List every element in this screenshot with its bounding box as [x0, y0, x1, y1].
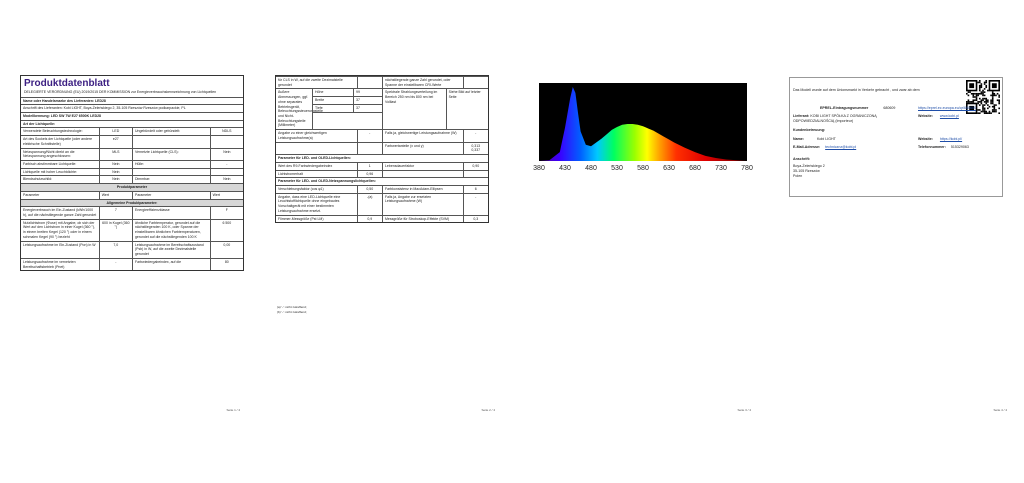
dimension-row	[313, 97, 382, 105]
email-link[interactable]: technicznz@kobi.pl	[825, 145, 857, 149]
page-1	[10, 67, 254, 412]
table-row	[276, 215, 488, 223]
table-cell: 0,00	[210, 242, 243, 258]
table-cell: Lebensdauerfaktor	[382, 163, 463, 170]
table-row	[21, 219, 243, 241]
email-label: E-Mail-Adresse:	[793, 145, 821, 149]
table-cell: Nein	[210, 176, 243, 183]
table-row	[21, 258, 243, 270]
address-line: 35-105 Rzeszów	[793, 169, 820, 174]
table-row	[21, 148, 243, 160]
supplier-label: Lieferant:	[793, 114, 810, 118]
mid-rows	[276, 129, 488, 154]
table-cell: -	[463, 194, 488, 215]
table-cell: Nutzlichtstrom (Φuse) mit Angabe, ob sich der Wert auf den Lichtstrom in einer Kugel (360 °), in einem breiten Kegel (120 °) oder in einem schmalen Kegel (90 °) bezieht	[23, 220, 95, 239]
mains-rows	[276, 185, 488, 222]
table-cell: 1	[357, 163, 382, 170]
general-header	[21, 199, 243, 207]
top-rows	[276, 76, 488, 88]
param-columns	[21, 191, 243, 199]
spectrum-label: Spektrale Strahlungsverteilung im Bereich 250 nm bis 800 nm bei Volllast	[382, 89, 446, 129]
table-row	[276, 129, 488, 141]
address-line: Boya-Żeleńskiego 2	[793, 164, 825, 168]
supplier-label: Name oder Handelsmarke des Lieferanten: LED28	[23, 98, 106, 103]
table-cell: Energieverbrauch im Ein-Zustand (kWh/1000 h), auf die nächstliegende ganze Zahl gerundet	[23, 208, 97, 218]
col-value: Wert	[99, 192, 132, 199]
table-cell: 0,50	[357, 186, 382, 193]
table-cell: Falls ja, Angabe zur ersetzten Leistungsaufnahme (W)	[382, 194, 463, 215]
page-4	[777, 67, 1021, 412]
type-label: Art der Lichtquelle:	[23, 121, 56, 126]
table-cell: MLS	[99, 149, 132, 160]
x-tick-label: 680	[689, 165, 701, 172]
table-cell: Leistungsaufnahme im Bereitschaftszustand (Psb) in W, auf die zweite Dezimalstelle gerundet	[132, 242, 210, 258]
table-cell: -(a)	[357, 194, 382, 215]
datasheet-table-2	[275, 75, 489, 223]
table-cell: NDLS	[210, 128, 243, 135]
table-cell: für CLS in W, auf die zweite Dezimalstelle gerundet	[278, 78, 343, 87]
table-cell: Energieeffizienzklasse	[132, 207, 210, 218]
footnote-b: (b) '-': nicht zutreffend;	[277, 309, 307, 314]
table-cell: Wert des R9-Farbwiedergabeindex	[278, 163, 333, 168]
market-note: Das Modell wurde auf dem Unionsmarkt in Verkehr gebracht , und zwar ab dem	[793, 88, 920, 92]
table-cell: Leistungsaufnahme im Ein-Zustand (Pon) in W	[23, 242, 96, 247]
address-line: Polen	[793, 174, 803, 179]
supplier-value: KOBI LIGHT SPÓŁKA Z OGRANICZONĄ ODPOWIEDZIALNOŚCIĄ (Importeur)	[793, 114, 877, 124]
mains-header	[276, 177, 488, 185]
page-2	[265, 67, 509, 412]
col-parameter-2: Parameter	[132, 192, 210, 199]
name-label: Name:	[793, 137, 804, 141]
table-cell: Farbwiedergabeindex, auf die	[132, 259, 210, 270]
eprel-value: 680609	[883, 106, 896, 110]
table-cell: Nein	[99, 176, 132, 183]
table-cell	[276, 143, 357, 154]
table-cell: ähnliche Farbtemperatur, gerundet auf die nächstliegenden 100 K, oder Spanne der einstellbaren ähnlichen Farbtemperaturen, gerundet auf die nächstliegenden 100 K	[132, 220, 210, 241]
x-tick-label: 530	[611, 165, 623, 172]
table-cell: Blendschutzschild:	[23, 177, 52, 182]
table-cell: Vernetzte Lichtquelle (CLS):	[132, 149, 210, 160]
table-cell: Farbkonsistenz in MacAdam-Ellipsen	[382, 186, 463, 193]
mains-header-text: Parameter für LED- und OLED-Netzspannungslichtquellen:	[278, 179, 376, 184]
page-3	[521, 67, 765, 412]
dimension-value: 37	[353, 97, 382, 104]
spectrum-svg	[531, 77, 755, 177]
led-rows	[276, 162, 488, 177]
table-cell: 0,90	[463, 163, 488, 170]
table-cell	[357, 77, 382, 88]
table-cell: 6 500	[210, 220, 243, 241]
page-footer: Seite 2 / 4	[481, 408, 495, 412]
model-row	[21, 112, 243, 120]
table-cell: Nein	[99, 161, 132, 168]
table-cell: Netzspannung/Nicht direkt an die Netzspannung angeschlossen:	[23, 149, 75, 159]
table-cell	[132, 169, 210, 176]
table-cell: Dimmbar:	[132, 176, 210, 183]
table-row	[276, 170, 488, 178]
model-label: Modellkennung: LED SW 7W E27 6500K LED28	[23, 113, 101, 118]
spectrum-ref: Siehe Bild auf letzter Seite	[446, 89, 488, 129]
table-cell: LED	[99, 128, 132, 135]
address-row	[21, 104, 243, 112]
dimension-row	[313, 105, 382, 113]
x-tick-label: 380	[533, 165, 545, 172]
dimensions-row	[276, 88, 488, 129]
table-cell: 0,9	[357, 216, 382, 223]
table-cell: Lichtquelle mit hoher Leuchtdichte:	[23, 169, 78, 174]
table-row	[276, 193, 488, 215]
table-row	[276, 185, 488, 193]
table-cell: Angabe zu einer gleichwertigen Leistungsaufnahme(a)	[278, 131, 327, 140]
params-header-text: Produktparameter	[116, 185, 148, 190]
datasheet-table	[20, 75, 244, 271]
table-cell: Messgröße für Stroboskop-Effekte (SVM)	[382, 216, 463, 223]
table-cell	[382, 171, 463, 178]
table-row	[21, 127, 243, 135]
phone-value: 515329063	[950, 145, 969, 149]
params-header	[21, 183, 243, 191]
footnotes	[277, 305, 307, 314]
address-label: Anschrift des Lieferanten: Kobi LIGHT, Boya-Żeleńskiego 2, 35-105 Rzeszów Rzeszów podkarpackie, PL	[23, 106, 186, 111]
general-param-rows	[21, 206, 243, 270]
website-label: Website:	[918, 114, 933, 118]
website2-label: Website:	[918, 137, 933, 141]
x-tick-label: 580	[637, 165, 649, 172]
address-header: Anschrift:	[793, 157, 810, 161]
table-cell: -	[99, 259, 132, 270]
table-cell: Hülle:	[132, 161, 210, 168]
x-tick-label: 430	[559, 165, 571, 172]
table-cell: 7	[99, 207, 132, 218]
table-cell: 600 in Kugel (360 °)	[99, 220, 132, 241]
table-cell: Art des Sockels der Lichtquelle (oder andere elektrische Schnittstelle)	[23, 137, 93, 146]
table-cell: 80	[210, 259, 243, 270]
supplier-row	[21, 97, 243, 105]
table-cell: Lichtstromerhalt	[278, 171, 303, 176]
table-cell: e27	[99, 136, 132, 147]
table-cell	[132, 136, 210, 147]
table-cell: Leistungsaufnahme im vernetzten Bereitschaftsbetrieb (Pnet)	[23, 259, 76, 269]
dimension-label: Breite	[315, 98, 325, 103]
table-row	[21, 175, 243, 183]
page-footer: Seite 4 / 4	[993, 408, 1007, 412]
x-tick-label: 480	[585, 165, 597, 172]
dimension-label: Tiefe	[315, 105, 323, 110]
contact-header: Kundenbetreuung:	[793, 128, 826, 132]
footnote-a: (a) '-': nicht zutreffend;	[277, 305, 307, 309]
table-cell: Farbisch abstimmbare Lichtquelle:	[23, 162, 77, 167]
page-title: Produktdatenblatt	[24, 78, 110, 89]
col-parameter: Parameter	[23, 192, 40, 197]
type-row	[21, 120, 243, 128]
table-row	[21, 206, 243, 218]
table-row	[276, 162, 488, 170]
dimension-value: 99	[353, 89, 382, 96]
eprel-label: EPREL-Eintragungsnummer	[820, 106, 869, 110]
dimensions-values	[312, 89, 382, 129]
table-cell: 0,96	[357, 171, 382, 178]
x-tick-label: 630	[663, 165, 675, 172]
table-cell: Nein	[99, 169, 132, 176]
website-link[interactable]: www.kobi.pl	[939, 114, 959, 118]
dimension-row	[313, 89, 382, 97]
table-cell	[210, 136, 243, 147]
regulation-subtitle: DELEGIERTE VERORDNUNG (EU) 2019/2015 DER KOMMISSION zur Energieverbrauchskennzeichnung von Lichtquellen	[24, 90, 217, 94]
dimensions-label: Äußere Abmessungen, ggf. ohne separates Betriebsgerät, Beleuchtungssteuerungsteile und Nicht-Beleuchtungsteile (Millimeter)	[278, 90, 323, 128]
light-type-rows	[21, 127, 243, 183]
table-row	[21, 160, 243, 168]
table-cell: Farbwertanteile (x und y)	[382, 143, 463, 154]
table-row	[276, 76, 488, 88]
col-value-2: Wert	[210, 192, 243, 199]
table-row	[21, 135, 243, 147]
dimension-label: Höhe	[315, 90, 324, 95]
table-cell: -	[210, 161, 243, 168]
table-cell: 0,313 0,337	[463, 143, 488, 154]
table-cell: Falls ja, gleichwertige Leistungsaufnahme (W)	[382, 130, 463, 141]
eprel-link[interactable]: https://eprel.ec.europa.eu/qr/680609	[918, 106, 976, 110]
table-cell: 7,0	[99, 242, 132, 258]
led-header	[276, 154, 488, 162]
table-cell	[463, 171, 488, 178]
led-header-text: Parameter für LED- und OLED-Lichtquellen:	[278, 156, 351, 161]
table-cell: Flimmer-Messgröße (Pst LM)	[278, 216, 324, 221]
table-row	[276, 142, 488, 154]
table-cell	[357, 143, 382, 154]
x-tick-label: 780	[741, 165, 753, 172]
supplier-box	[789, 77, 1003, 197]
general-header-text: Allgemeine Produktparameter:	[106, 200, 158, 205]
table-cell: Angabe, dass eine LED-Lichtquelle eine Leuchtstofflichtquelle ohne eingebautes Vorschaltgerät mit einer bestimmten Leistungsaufnahme ersetzt.	[278, 194, 341, 213]
table-row	[21, 241, 243, 258]
name-value: Kobi LIGHT	[817, 137, 836, 141]
dimension-value: 37	[353, 105, 382, 112]
table-cell: 6	[463, 186, 488, 193]
table-cell: Ungebündelt oder gebündelt:	[132, 128, 210, 135]
spectrum-chart	[531, 77, 755, 177]
table-cell: Verwendete Beleuchtungstechnologie:	[23, 129, 83, 134]
website2-link[interactable]: https://kobi.pl/	[939, 137, 963, 141]
table-cell: F	[210, 207, 243, 218]
table-cell: -	[357, 130, 382, 141]
table-cell: Nein	[210, 149, 243, 160]
page-footer: Seite 1 / 4	[226, 408, 240, 412]
address-lines	[793, 164, 825, 179]
table-cell	[210, 169, 243, 176]
page-footer: Seite 3 / 4	[737, 408, 751, 412]
phone-label: Telefonnummer:	[918, 145, 946, 149]
x-tick-label: 730	[715, 165, 727, 172]
table-cell: -	[463, 130, 488, 141]
table-cell	[463, 77, 488, 88]
table-cell: Verschiebungsfaktor (cos φ1)	[278, 186, 324, 191]
table-cell: nächstliegende ganze Zahl gerundet, oder Spanne der einstellbaren CRI-Werte	[382, 77, 463, 88]
table-row	[21, 168, 243, 176]
table-cell: 0,3	[463, 216, 488, 223]
dims-list	[313, 89, 382, 112]
